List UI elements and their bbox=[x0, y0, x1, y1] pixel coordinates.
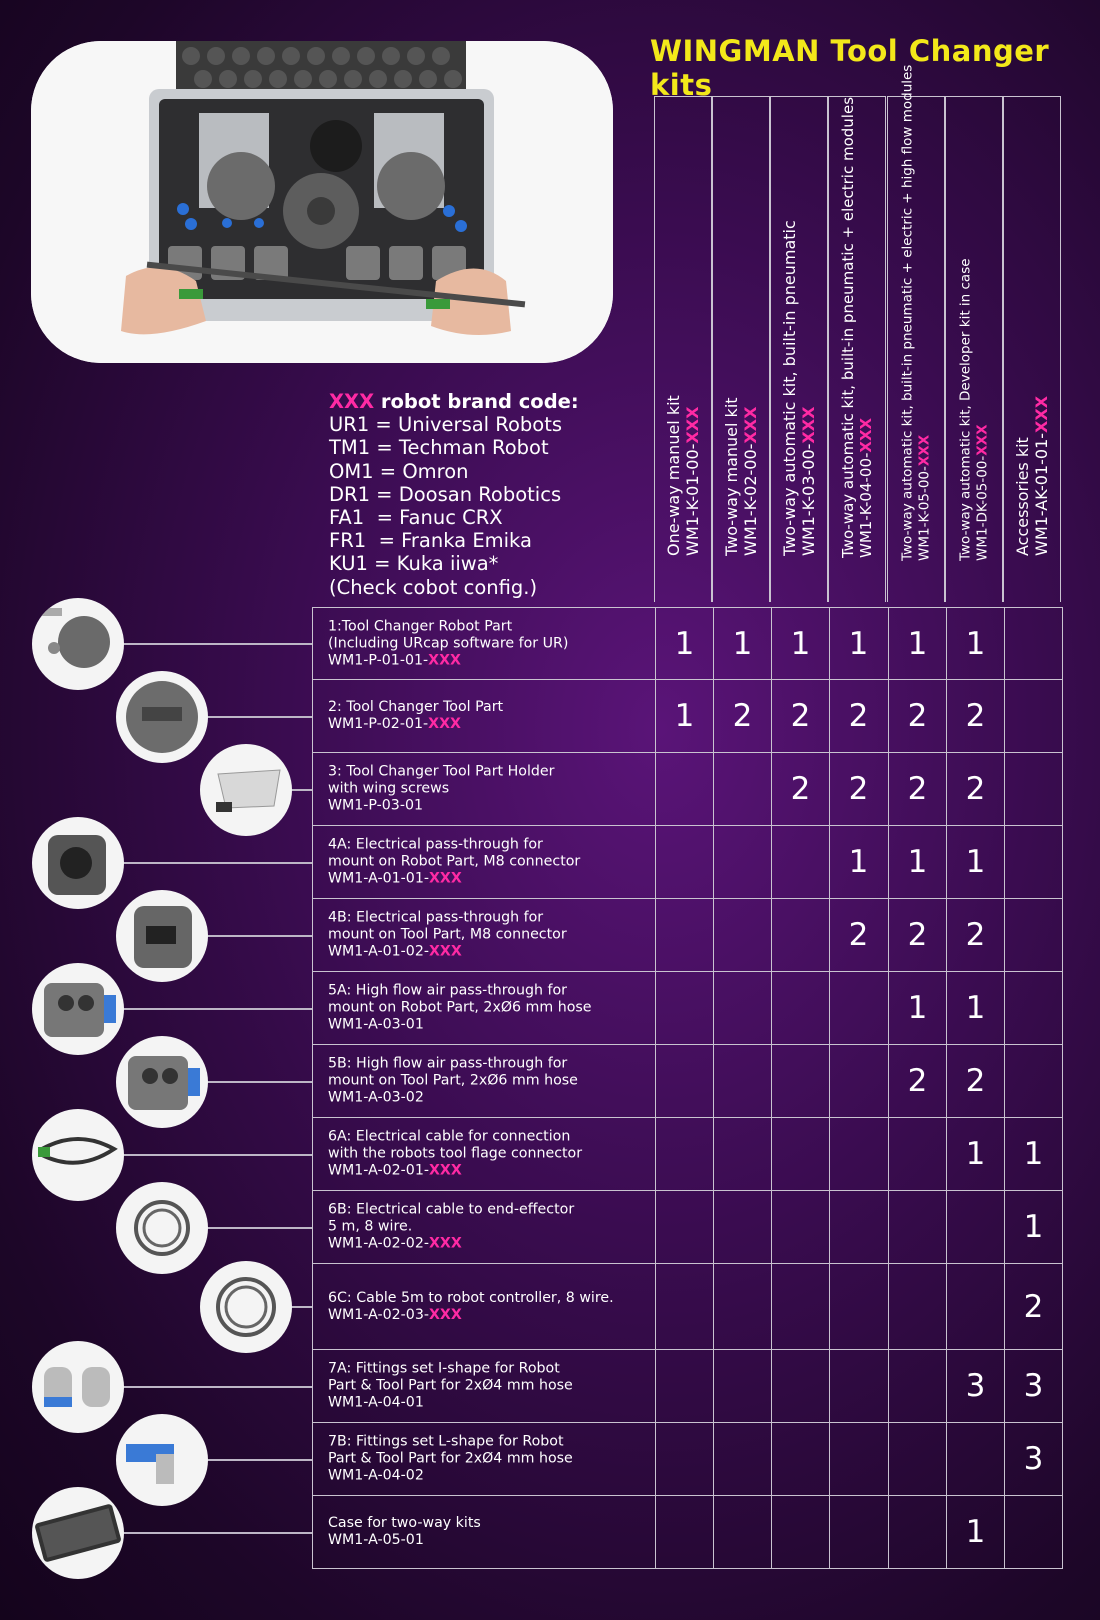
qty-cell: 3 bbox=[1004, 1350, 1062, 1422]
kit-column-header bbox=[770, 96, 828, 602]
qty-cell bbox=[771, 1264, 829, 1349]
air-robot-icon bbox=[32, 963, 124, 1055]
table-row bbox=[312, 607, 1063, 680]
qty-cell bbox=[771, 1045, 829, 1117]
part-label bbox=[328, 1129, 582, 1180]
part-label bbox=[328, 764, 554, 815]
table-row bbox=[312, 1191, 1063, 1264]
part-label bbox=[328, 910, 567, 961]
part-code-base: WM1-P-02-01- bbox=[328, 716, 429, 732]
table-row bbox=[312, 1045, 1063, 1118]
qty-cell: 2 bbox=[771, 753, 829, 825]
qty-cell bbox=[1004, 899, 1062, 971]
part-description: 4A: Electrical pass-through for bbox=[328, 836, 543, 853]
connector-line bbox=[112, 862, 312, 864]
part-code-suffix: XXX bbox=[428, 652, 461, 668]
kit-code-suffix: XXX bbox=[1032, 395, 1051, 433]
qty-cell: 2 bbox=[946, 899, 1004, 971]
kit-name: Two-way manuel kit bbox=[722, 397, 741, 556]
kit-column-header bbox=[945, 96, 1003, 602]
part-description: 6B: Electrical cable to end-effector bbox=[328, 1201, 575, 1218]
qty-cell bbox=[888, 1264, 946, 1349]
part-description: 2: Tool Changer Tool Part bbox=[328, 699, 504, 715]
qty-cell: 2 bbox=[829, 899, 887, 971]
qty-cell: 1 bbox=[655, 680, 713, 752]
kit-name: One-way manuel kit bbox=[664, 395, 683, 556]
qty-cell: 1 bbox=[713, 608, 771, 679]
part-label bbox=[328, 1290, 614, 1324]
qty-cell bbox=[713, 1264, 771, 1349]
part-code-base: WM1-A-03-01 bbox=[328, 1016, 424, 1033]
kit-code-suffix: XXX bbox=[857, 417, 875, 453]
part-code-base: WM1-A-03-02 bbox=[328, 1089, 424, 1106]
part-code bbox=[328, 1090, 578, 1107]
qty-cell: 2 bbox=[829, 680, 887, 752]
part-code bbox=[328, 1395, 573, 1412]
qty-cell bbox=[771, 1118, 829, 1190]
part-description: Case for two-way kits bbox=[328, 1515, 481, 1531]
qty-cell: 2 bbox=[713, 680, 771, 752]
part-code-base: WM1-A-01-02- bbox=[328, 943, 429, 960]
table-row bbox=[312, 899, 1063, 972]
part-description: mount on Robot Part, 2xØ6 mm hose bbox=[328, 999, 592, 1016]
elec-tool-icon bbox=[116, 890, 208, 982]
part-code bbox=[328, 716, 503, 733]
qty-cell bbox=[713, 1496, 771, 1568]
kit-header-text bbox=[899, 64, 933, 561]
qty-cell: 2 bbox=[946, 680, 1004, 752]
qty-cell bbox=[1004, 972, 1062, 1044]
qty-cell bbox=[946, 1423, 1004, 1495]
table-row bbox=[312, 1496, 1063, 1569]
part-code-base: WM1-P-03-01 bbox=[328, 797, 424, 814]
qty-cell bbox=[713, 1045, 771, 1117]
part-description: mount on Robot Part, M8 connector bbox=[328, 853, 581, 870]
qty-cell: 2 bbox=[946, 1045, 1004, 1117]
part-code-base: WM1-P-01-01- bbox=[328, 652, 429, 668]
kit-code bbox=[916, 91, 933, 561]
fitting-l-icon bbox=[116, 1414, 208, 1506]
qty-cell bbox=[829, 1045, 887, 1117]
qty-cell bbox=[655, 972, 713, 1044]
part-code-base: WM1-A-04-02 bbox=[328, 1467, 424, 1484]
robot-part-icon bbox=[32, 598, 124, 690]
part-description: 6A: Electrical cable for connection bbox=[328, 1128, 571, 1145]
table-row bbox=[312, 972, 1063, 1045]
part-description: 7A: Fittings set I-shape for Robot bbox=[328, 1360, 560, 1377]
part-code-base: WM1-A-05-01 bbox=[328, 1532, 424, 1548]
qty-cell bbox=[713, 972, 771, 1044]
qty-cell: 2 bbox=[946, 753, 1004, 825]
kit-code-suffix: XXX bbox=[916, 434, 932, 467]
kit-column-header bbox=[712, 96, 770, 602]
part-description: 4B: Electrical pass-through for bbox=[328, 909, 544, 926]
cable-6b-icon bbox=[116, 1182, 208, 1274]
page-title: WINGMAN Tool Changer kits bbox=[650, 34, 1050, 102]
qty-cell: 2 bbox=[888, 680, 946, 752]
kit-code bbox=[857, 88, 875, 558]
part-label bbox=[328, 837, 580, 888]
qty-cell bbox=[713, 1118, 771, 1190]
part-code bbox=[328, 1163, 582, 1180]
part-code bbox=[328, 871, 580, 888]
part-description: 5A: High flow air pass-through for bbox=[328, 982, 567, 999]
qty-cell bbox=[655, 1191, 713, 1263]
kit-code-suffix: XXX bbox=[741, 406, 760, 444]
part-code-suffix: XXX bbox=[428, 716, 461, 732]
qty-cell: 1 bbox=[829, 608, 887, 679]
qty-cell: 1 bbox=[946, 826, 1004, 898]
kit-header-text bbox=[839, 88, 875, 558]
connector-line bbox=[196, 935, 312, 937]
qty-cell: 3 bbox=[946, 1350, 1004, 1422]
kit-code-base: WM1-K-02-00- bbox=[741, 443, 760, 556]
part-description: 5 m, 8 wire. bbox=[328, 1218, 413, 1235]
legend-brand: UR1 = Universal Robots bbox=[329, 413, 563, 437]
kit-code bbox=[1032, 86, 1051, 556]
kit-code-base: WM1-K-01-00- bbox=[683, 443, 702, 556]
qty-cell: 1 bbox=[946, 972, 1004, 1044]
tool-part-icon bbox=[116, 671, 208, 763]
part-label bbox=[328, 699, 503, 733]
connector-line bbox=[196, 1227, 312, 1229]
part-code-base: WM1-A-01-01- bbox=[328, 870, 429, 887]
fitting-i-icon bbox=[32, 1341, 124, 1433]
connector-line bbox=[196, 1081, 312, 1083]
kit-code-base: WM1-K-05-00- bbox=[916, 466, 932, 561]
legend-brand: FR1 = Franka Emika bbox=[329, 529, 532, 553]
connector-line bbox=[112, 643, 312, 645]
qty-cell bbox=[829, 1191, 887, 1263]
qty-cell bbox=[771, 899, 829, 971]
qty-cell bbox=[829, 1118, 887, 1190]
qty-cell bbox=[771, 1191, 829, 1263]
kit-name: Two-way automatic kit, Developer kit in case bbox=[957, 258, 974, 561]
qty-cell bbox=[771, 1423, 829, 1495]
part-code-base: WM1-A-02-01- bbox=[328, 1162, 429, 1179]
qty-cell bbox=[1004, 753, 1062, 825]
qty-cell: 2 bbox=[1004, 1264, 1062, 1349]
elec-robot-icon bbox=[32, 817, 124, 909]
kit-column-header bbox=[887, 64, 945, 602]
part-code-base: WM1-A-04-01 bbox=[328, 1394, 424, 1411]
cable-6a-icon bbox=[32, 1109, 124, 1201]
qty-cell bbox=[713, 1191, 771, 1263]
part-description: 6C: Cable 5m to robot controller, 8 wire. bbox=[328, 1289, 614, 1306]
part-code bbox=[328, 1468, 573, 1485]
connector-line bbox=[112, 1008, 312, 1010]
part-description: 5B: High flow air pass-through for bbox=[328, 1055, 568, 1072]
qty-cell: 3 bbox=[1004, 1423, 1062, 1495]
holder-icon bbox=[200, 744, 292, 836]
part-description: with the robots tool flage connector bbox=[328, 1145, 583, 1162]
qty-cell bbox=[888, 1350, 946, 1422]
case-icon bbox=[32, 1487, 124, 1579]
qty-cell: 1 bbox=[655, 608, 713, 679]
qty-cell: 1 bbox=[946, 608, 1004, 679]
qty-cell bbox=[655, 753, 713, 825]
kit-code-suffix: XXX bbox=[683, 406, 702, 444]
qty-cell bbox=[713, 1423, 771, 1495]
legend-brand: KU1 = Kuka iiwa* bbox=[329, 552, 499, 576]
qty-cell bbox=[1004, 1045, 1062, 1117]
part-label bbox=[328, 983, 592, 1034]
table-row bbox=[312, 680, 1063, 753]
part-label bbox=[328, 618, 568, 669]
connector-line bbox=[196, 716, 312, 718]
kit-column-header bbox=[654, 96, 712, 602]
part-code bbox=[328, 1307, 614, 1324]
part-description: 3: Tool Changer Tool Part Holder bbox=[328, 763, 555, 780]
qty-cell: 1 bbox=[946, 1496, 1004, 1568]
connector-line bbox=[112, 1154, 312, 1156]
part-description: Part & Tool Part for 2xØ4 mm hose bbox=[328, 1377, 573, 1394]
qty-cell bbox=[771, 972, 829, 1044]
qty-cell: 2 bbox=[888, 753, 946, 825]
qty-cell: 1 bbox=[1004, 1191, 1062, 1263]
part-label bbox=[328, 1202, 574, 1253]
qty-cell bbox=[1004, 826, 1062, 898]
qty-cell: 1 bbox=[771, 608, 829, 679]
kit-code-base: WM1-K-04-00- bbox=[857, 452, 875, 558]
table-row bbox=[312, 1264, 1063, 1350]
part-code bbox=[328, 1236, 574, 1253]
qty-cell bbox=[713, 1350, 771, 1422]
kit-case-photo bbox=[31, 41, 613, 363]
qty-cell: 1 bbox=[829, 826, 887, 898]
kit-name: Accessories kit bbox=[1013, 437, 1032, 556]
qty-cell: 2 bbox=[888, 899, 946, 971]
kit-code bbox=[741, 86, 760, 556]
kit-header-text bbox=[722, 86, 760, 556]
qty-cell: 1 bbox=[888, 608, 946, 679]
kit-code bbox=[799, 86, 818, 556]
kit-header-text bbox=[958, 91, 991, 561]
part-description: mount on Tool Part, M8 connector bbox=[328, 926, 567, 943]
part-description: 1:Tool Changer Robot Part bbox=[328, 618, 513, 634]
qty-cell bbox=[655, 1264, 713, 1349]
part-label bbox=[328, 1361, 573, 1412]
kit-column-header bbox=[828, 96, 886, 602]
qty-cell bbox=[829, 972, 887, 1044]
qty-cell bbox=[888, 1423, 946, 1495]
part-code bbox=[328, 798, 554, 815]
kit-name: Two-way automatic kit, built-in pneumatic bbox=[780, 220, 799, 556]
part-code bbox=[328, 1532, 481, 1549]
qty-cell bbox=[1004, 680, 1062, 752]
qty-cell bbox=[829, 1423, 887, 1495]
qty-cell: 1 bbox=[888, 826, 946, 898]
qty-cell bbox=[655, 1350, 713, 1422]
legend-brand: OM1 = Omron bbox=[329, 459, 469, 483]
kit-header-text bbox=[1013, 86, 1051, 556]
part-label bbox=[328, 1434, 573, 1485]
kit-header-text bbox=[780, 86, 818, 556]
qty-cell bbox=[655, 1423, 713, 1495]
part-label bbox=[328, 1056, 578, 1107]
kit-code bbox=[974, 91, 991, 561]
qty-cell bbox=[829, 1496, 887, 1568]
qty-cell bbox=[655, 1118, 713, 1190]
part-code-base: WM1-A-02-02- bbox=[328, 1235, 429, 1252]
part-code-base: WM1-A-02-03- bbox=[328, 1306, 429, 1323]
part-description: mount on Tool Part, 2xØ6 mm hose bbox=[328, 1072, 578, 1089]
qty-cell bbox=[1004, 1496, 1062, 1568]
part-label bbox=[328, 1515, 481, 1549]
kit-code-suffix: XXX bbox=[974, 424, 990, 456]
legend-heading: XXX robot brand code: bbox=[329, 390, 579, 413]
qty-cell bbox=[946, 1264, 1004, 1349]
table-row bbox=[312, 753, 1063, 826]
air-tool-icon bbox=[116, 1036, 208, 1128]
qty-cell bbox=[713, 826, 771, 898]
qty-cell bbox=[655, 1496, 713, 1568]
qty-cell: 2 bbox=[771, 680, 829, 752]
cable-6c-icon bbox=[200, 1261, 292, 1353]
qty-cell bbox=[655, 899, 713, 971]
kit-code-base: WM1-AK-01-01- bbox=[1032, 432, 1051, 556]
kit-name: Two-way automatic kit, built-in pneumatic + electric + high flow modules bbox=[899, 64, 916, 561]
connector-line bbox=[112, 1386, 312, 1388]
part-code-suffix: XXX bbox=[428, 870, 462, 887]
qty-cell bbox=[888, 1191, 946, 1263]
kit-name: Two-way automatic kit, built-in pneumatic + electric modules bbox=[839, 96, 857, 558]
part-description: (Including URcap software for UR) bbox=[328, 635, 569, 651]
table-row bbox=[312, 1118, 1063, 1191]
connector-line bbox=[196, 1459, 312, 1461]
qty-cell bbox=[655, 826, 713, 898]
qty-cell bbox=[771, 1350, 829, 1422]
part-description: 7B: Fittings set L-shape for Robot bbox=[328, 1433, 564, 1450]
qty-cell: 2 bbox=[829, 753, 887, 825]
qty-cell bbox=[713, 753, 771, 825]
part-code bbox=[328, 652, 568, 669]
legend-brand: DR1 = Doosan Robotics bbox=[329, 482, 562, 506]
qty-cell bbox=[655, 1045, 713, 1117]
part-code bbox=[328, 944, 567, 961]
kit-column-header bbox=[1003, 96, 1061, 602]
legend-brand: FA1 = Fanuc CRX bbox=[329, 506, 503, 530]
qty-cell: 1 bbox=[888, 972, 946, 1044]
part-code-suffix: XXX bbox=[428, 1162, 462, 1179]
table-row bbox=[312, 1423, 1063, 1496]
qty-cell bbox=[946, 1191, 1004, 1263]
kit-code bbox=[683, 86, 702, 556]
qty-cell bbox=[888, 1118, 946, 1190]
qty-cell bbox=[713, 899, 771, 971]
qty-cell bbox=[771, 1496, 829, 1568]
qty-cell bbox=[888, 1496, 946, 1568]
qty-cell: 1 bbox=[946, 1118, 1004, 1190]
part-code-suffix: XXX bbox=[428, 1235, 462, 1252]
part-description: Part & Tool Part for 2xØ4 mm hose bbox=[328, 1450, 573, 1467]
qty-cell bbox=[829, 1264, 887, 1349]
qty-cell bbox=[829, 1350, 887, 1422]
part-description: with wing screws bbox=[328, 780, 450, 797]
part-code-suffix: XXX bbox=[428, 1306, 462, 1323]
legend-brand: TM1 = Techman Robot bbox=[329, 436, 549, 460]
legend-note: (Check cobot config.) bbox=[329, 575, 538, 599]
qty-cell: 1 bbox=[1004, 1118, 1062, 1190]
table-row bbox=[312, 1350, 1063, 1423]
kit-header-text bbox=[664, 86, 702, 556]
connector-line bbox=[112, 1532, 312, 1534]
kit-code-base: WM1-DK-05-00- bbox=[974, 455, 990, 561]
brand-code-legend bbox=[329, 390, 579, 599]
part-code-suffix: XXX bbox=[428, 943, 462, 960]
kit-code-suffix: XXX bbox=[799, 406, 818, 444]
table-row bbox=[312, 826, 1063, 899]
qty-cell bbox=[1004, 608, 1062, 679]
part-code bbox=[328, 1017, 592, 1034]
kit-code-base: WM1-K-03-00- bbox=[799, 443, 818, 556]
qty-cell: 2 bbox=[888, 1045, 946, 1117]
qty-cell bbox=[771, 826, 829, 898]
